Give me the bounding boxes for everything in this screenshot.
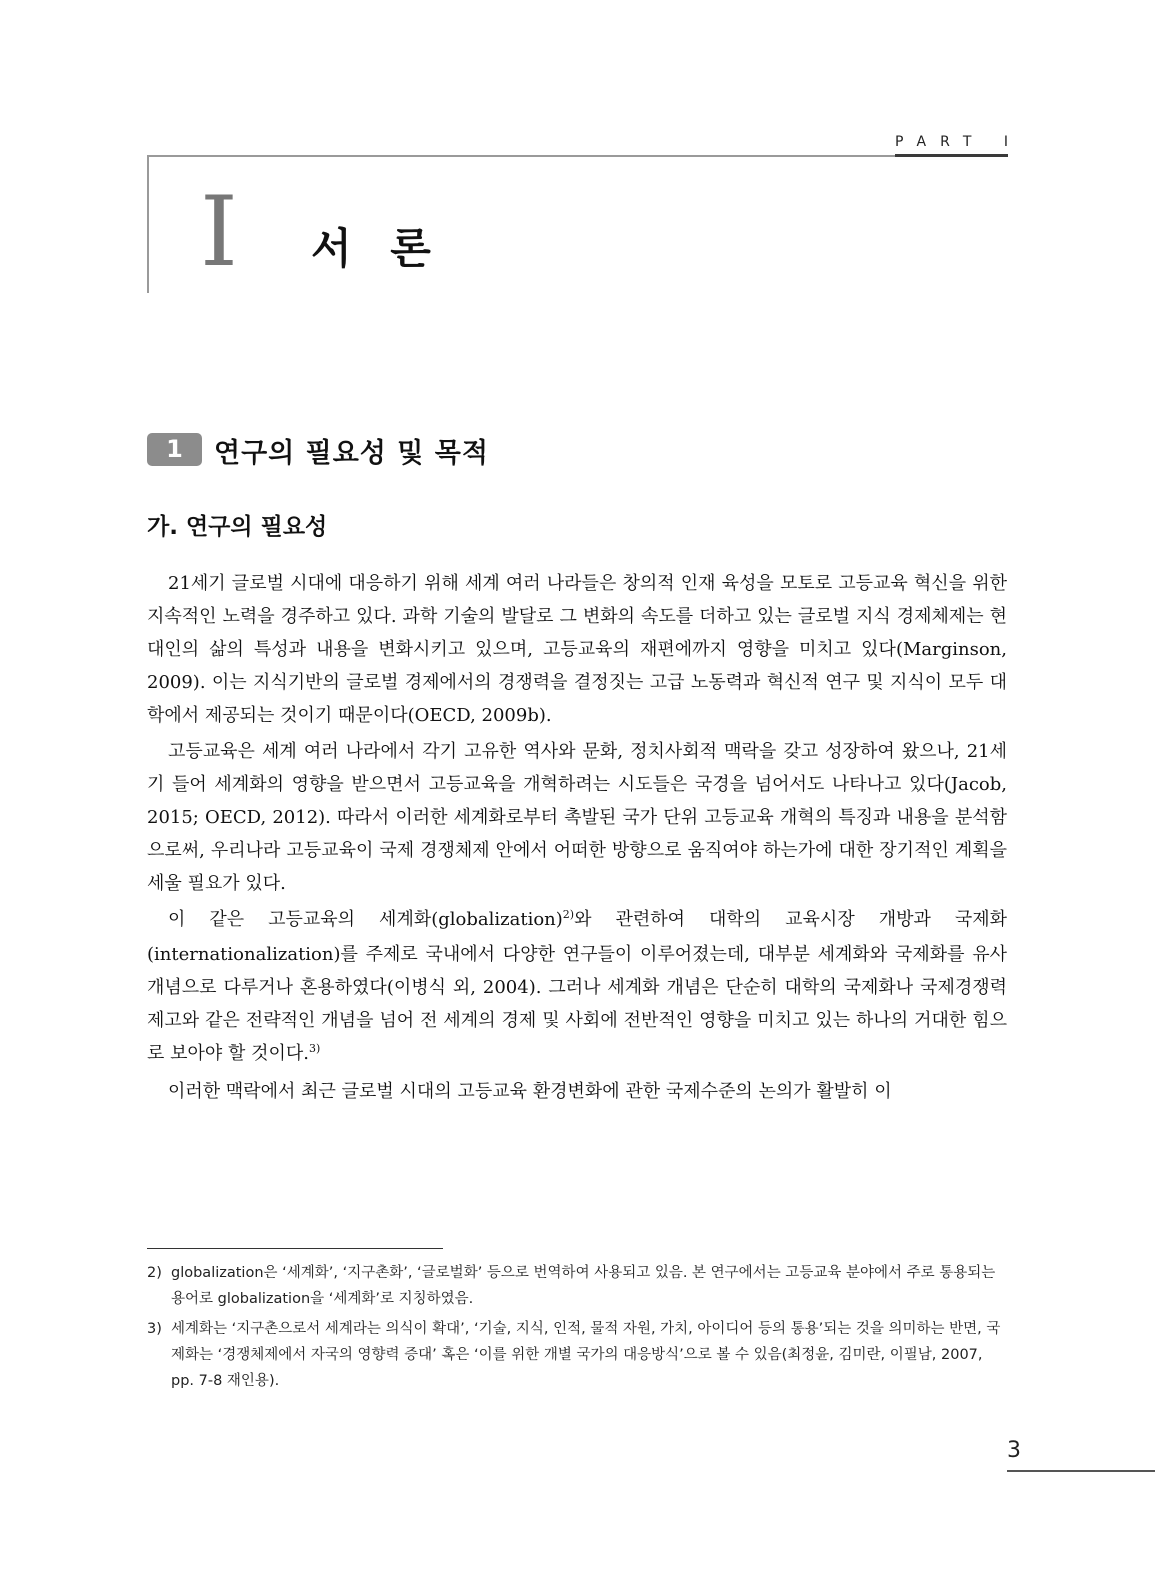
paragraph-1: 21세기 글로벌 시대에 대응하기 위해 세계 여러 나라들은 창의적 인재 육성을 모토로 고등교육 혁신을 위한 지속적인 노력을 경주하고 있다. 과학 기술의 발달로 그 변화의 속도를 더하고 있는 글로벌 지식 경제체제는 현대인의 삶의 특성과 내용을 변화시키고 있으며, 고등교육의 재편에까지 영향을 미치고 있다(Marginson, 2009). 이는 지식기반의 글로벌 경제에서의 경쟁력을 결정짓는 고급 노동력과 혁신적 연구 및 지식이 모두 대학에서 제공되는 것이기 때문이다(OECD, 2009b). <box>147 573 1007 726</box>
paragraph-3 <box>147 903 1007 1072</box>
footnote-2 <box>147 1260 1009 1312</box>
footnote-ref-2[interactable]: 2) <box>562 908 575 921</box>
footnote-divider <box>147 1248 443 1249</box>
footnotes <box>147 1260 1009 1398</box>
chapter-frame-top-rule <box>147 155 895 157</box>
paragraph-3-part-2: 와 관련하여 대학의 교육시장 개방과 국제화(internationalization)를 주제로 국내에서 다양한 연구들이 이루어졌는데, 대부분 세계화와 국제화를 유사 개념으로 다루거나 혼용하였다(이병식 외, 2004). 그러나 세계화 개념은 단순히 대학의 국제화나 국제경쟁력 제고와 같은 전략적인 개념을 넘어 전 세계의 경제 및 사회에 전반적인 영향을 미치고 있는 하나의 거대한 힘으로 보아야 할 것이다. <box>147 909 1008 1064</box>
chapter-frame-left-rule <box>147 155 149 293</box>
chapter-title: 서 론 <box>311 224 443 273</box>
page-number: 3 <box>1007 1438 1021 1463</box>
part-header-rule <box>895 154 1008 157</box>
body-text <box>147 567 1007 1108</box>
footnote-3 <box>147 1316 1009 1394</box>
section-number-badge: 1 <box>147 433 202 466</box>
section-title: 연구의 필요성 및 목적 <box>214 438 489 469</box>
page-number-rule <box>1007 1470 1155 1472</box>
footnote-text: globalization은 ‘세계화’, ‘지구촌화’, ‘글로벌화’ 등으로 번역하여 사용되고 있음. 본 연구에서는 고등교육 분야에서 주로 통용되는 용어로 globalization을 ‘세계화’로 지칭하였음. <box>171 1265 996 1307</box>
paragraph-4: 이러한 맥락에서 최근 글로벌 시대의 고등교육 환경변화에 관한 국제수준의 논의가 활발히 이 <box>168 1081 892 1102</box>
subsection-title: 가. 연구의 필요성 <box>147 514 328 540</box>
footnote-ref-3[interactable]: 3) <box>309 1042 321 1055</box>
footnote-number: 2) <box>147 1265 162 1281</box>
footnote-number: 3) <box>147 1321 162 1337</box>
part-label: PART I <box>895 134 1022 150</box>
paragraph-2: 고등교육은 세계 여러 나라에서 각기 고유한 역사와 문화, 정치사회적 맥락을 갖고 성장하여 왔으나, 21세기 들어 세계화의 영향을 받으면서 고등교육을 개혁하려는 시도들은 국경을 넘어서도 나타나고 있다(Jacob, 2015; OECD, 2012). 따라서 이러한 세계화로부터 촉발된 국가 단위 고등교육 개혁의 특징과 내용을 분석함으로써, 우리나라 고등교육이 국제 경쟁체제 안에서 어떠한 방향으로 움직여야 하는가에 대한 장기적인 계획을 세울 필요가 있다. <box>147 741 1007 894</box>
chapter-numeral: I <box>200 176 238 288</box>
paragraph-3-part-1: 이 같은 고등교육의 세계화(globalization) <box>168 909 563 930</box>
footnote-text: 세계화는 ‘지구촌으로서 세계라는 의식이 확대’, ‘기술, 지식, 인적, 물적 자원, 가치, 아이디어 등의 통용’되는 것을 의미하는 반면, 국제화는 ‘경쟁체제에서 자국의 영향력 증대’ 혹은 ‘이를 위한 개별 국가의 대응방식’으로 볼 수 있음(최정윤, 김미란, 이필남, 2007, pp. 7-8 재인용). <box>171 1321 1001 1389</box>
